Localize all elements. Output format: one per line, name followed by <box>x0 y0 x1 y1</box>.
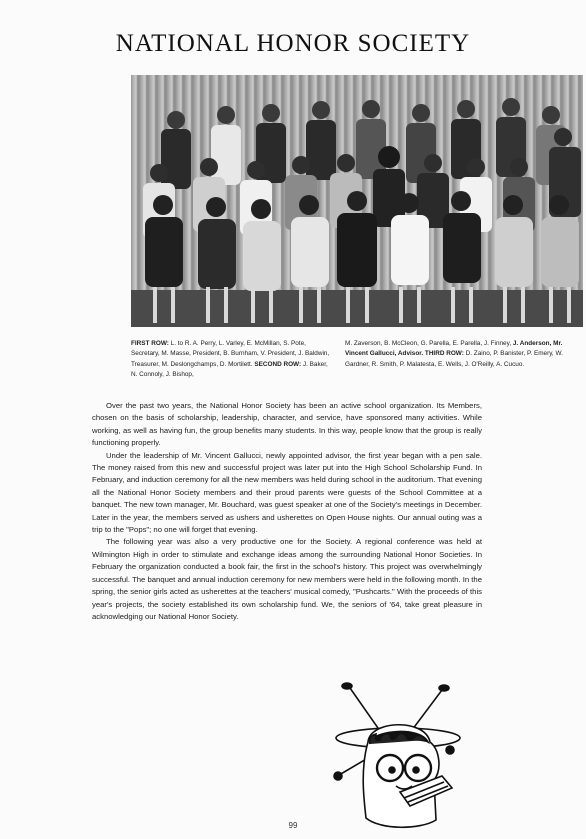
caption-first-row-label: FIRST ROW: <box>131 340 169 347</box>
photo-caption-right <box>345 339 581 370</box>
group-photo <box>131 75 583 327</box>
page-number: 99 <box>288 821 298 830</box>
article-body <box>92 400 482 623</box>
page-title: NATIONAL HONOR SOCIETY <box>115 30 471 57</box>
article-paragraph: Under the leadership of Mr. Vincent Gallucci, newly appointed advisor, the first year began with a pen sale. The money raised from this new and successful project was later put into the High School Scholarship Fund. In February, and induction ceremony for all the new members was held during school in the auditorium. That evening all the National Honor Society members and their proud parents were guests of the School Committee at a banquet. The new town manager, Mr. Bouchard, was guest speaker at one of the Society's meetings in December. Later in the year, the members served as ushers and usherettes on Open House nights. Our annual outing was a trip to the "Pops"; no one will forget that evening. <box>92 450 482 535</box>
caption-advisor-third-row: J. Anderson, Mr. Vincent Gallucci, Advisor. THIRD ROW: <box>345 340 563 358</box>
cartoon-student-illustration <box>330 680 470 835</box>
caption-second-row-names-cont: M. Zaverson, B. McCleon, G. Parella, E. Parella, J. Finney, <box>345 340 513 347</box>
article-paragraph: The following year was also a very productive one for the Society. A regional conference was held at Wilmington High in order to stimulate and exchange ideas among the surrounding National Honor Societies. In February the organization conducted a book fair, the first in the school's history. This project was overwhelmingly successful. The banquet and annual induction ceremony for new members were held in the following month. In the spring, the senior girls acted as usherettes at the teachers' musical comedy, "Pushcarts." With the proceeds of this year's projects, the society established its own scholarship fund. We, the seniors of '64, take great pleasure in acknowledging our National Honor Society. <box>92 537 482 621</box>
photo-caption-left <box>131 339 331 381</box>
caption-third-row-names: D. Zaino, P. Banister, P. Emery, W. Gardner, R. Smith, P. Malatesta, E. Wells, J. O'Reilly, A. Cucuo. <box>345 350 563 368</box>
group-photo-image <box>131 75 583 327</box>
atom-head-cartoon-icon <box>330 680 470 830</box>
caption-second-row-names: J. Baker, N. Connoly, J. Bishop, <box>131 360 328 379</box>
caption-first-row-names: L. to R. A. Perry, L. Varley, E. McMillan, S. Pote, Secretary, M. Masse, President, B. Burnham, V. President, J. Baldwin, Treasurer, M. Deslongchamps, D. Mortilett. <box>131 340 330 368</box>
caption-second-row-label: SECOND ROW: <box>254 360 302 368</box>
article-paragraph: Over the past two years, the National Honor Society has been an active school organization. Its Members, chosen on the basis of scholarship, leadership, character, and service, have sponsored many activities. While working, as well as having fun, the group benefits many students. In this way, people know that the group is really functioning properly. <box>92 401 482 448</box>
